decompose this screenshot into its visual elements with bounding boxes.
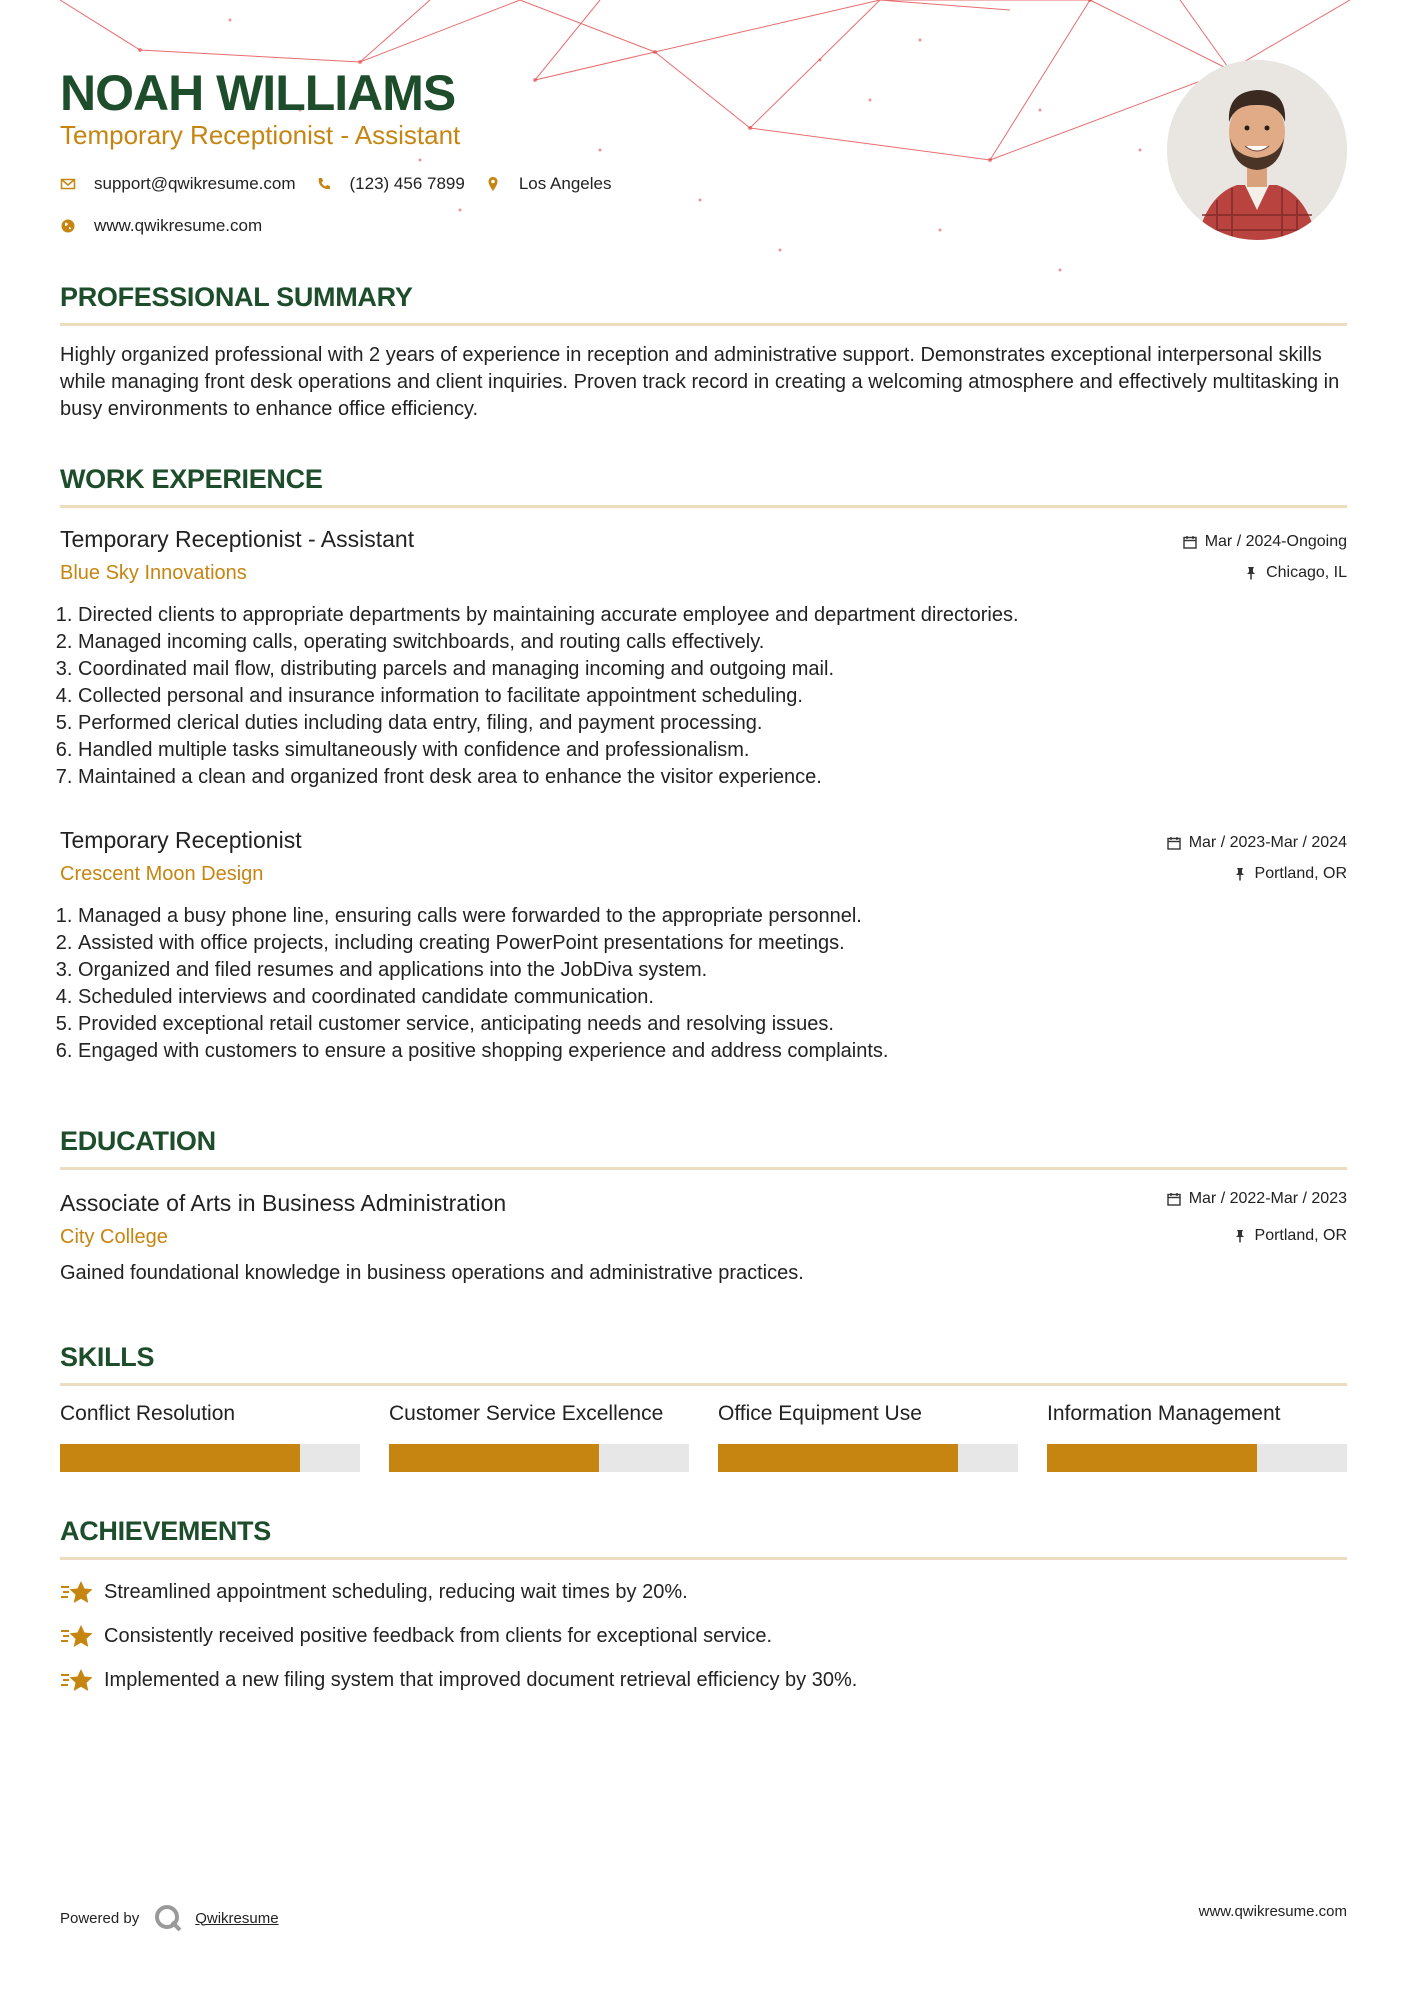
calendar-icon bbox=[1167, 1192, 1181, 1206]
contact-phone[interactable]: (123) 456 7899 bbox=[316, 174, 465, 194]
education-section bbox=[60, 1126, 1347, 1170]
education-description: Gained foundational knowledge in business operations and administrative practices. bbox=[60, 1262, 804, 1284]
list-item: 6. Engaged with customers to ensure a positive shopping experience and address complaints. bbox=[78, 1038, 888, 1065]
email-icon bbox=[60, 176, 76, 192]
education-heading: EDUCATION bbox=[60, 1126, 216, 1156]
contact-email[interactable]: support@qwikresume.com bbox=[60, 174, 296, 194]
phone-icon bbox=[316, 176, 332, 192]
list-item: 6. Handled multiple tasks simultaneously with confidence and professionalism. bbox=[78, 737, 1019, 764]
powered-by: Powered by Qwikresume bbox=[60, 1903, 279, 1933]
experience-heading: WORK EXPERIENCE bbox=[60, 464, 323, 494]
achievement-item: Consistently received positive feedback from clients for exceptional service. bbox=[60, 1622, 772, 1650]
school-name: City College bbox=[60, 1226, 168, 1248]
skill-bar bbox=[1047, 1444, 1347, 1472]
skill-name: Office Equipment Use bbox=[718, 1402, 922, 1425]
skill-name: Conflict Resolution bbox=[60, 1402, 236, 1425]
section-divider bbox=[60, 323, 1347, 326]
education-dates: Mar / 2022-Mar / 2023 bbox=[1167, 1190, 1347, 1208]
list-item: 2. Managed incoming calls, operating switchboards, and routing calls effectively. bbox=[78, 629, 1019, 656]
job-dates: Mar / 2023-Mar / 2024 bbox=[1167, 834, 1347, 852]
company-name: Blue Sky Innovations bbox=[60, 562, 247, 584]
summary-section bbox=[60, 282, 1347, 423]
achievements-heading: ACHIEVEMENTS bbox=[60, 1516, 271, 1546]
list-item: 4. Collected personal and insurance information to facilitate appointment scheduling. bbox=[78, 683, 1019, 710]
map-pin-icon bbox=[485, 176, 501, 192]
list-item: 3. Organized and filed resumes and applications into the JobDiva system. bbox=[78, 957, 888, 984]
pushpin-icon bbox=[1233, 867, 1247, 881]
section-divider bbox=[60, 505, 1347, 508]
globe-icon bbox=[60, 218, 76, 234]
skill-name: Customer Service Excellence bbox=[389, 1402, 664, 1425]
list-item: 7. Maintained a clean and organized front desk area to enhance the visitor experience. bbox=[78, 764, 1019, 791]
website-row bbox=[60, 216, 282, 236]
achievements-section bbox=[60, 1516, 1347, 1560]
list-item: 5. Provided exceptional retail customer service, anticipating needs and resolving issues. bbox=[78, 1011, 888, 1038]
skill-bar-fill bbox=[718, 1444, 958, 1472]
skill-bar-fill bbox=[60, 1444, 300, 1472]
qwikresume-logo-icon bbox=[153, 1903, 183, 1933]
candidate-title: Temporary Receptionist - Assistant bbox=[60, 120, 461, 150]
achievement-item: Implemented a new filing system that improved document retrieval efficiency by 30%. bbox=[60, 1666, 857, 1694]
list-item: 2. Assisted with office projects, including creating PowerPoint presentations for meetings. bbox=[78, 930, 888, 957]
avatar-illustration bbox=[1167, 60, 1347, 240]
section-divider bbox=[60, 1383, 1347, 1386]
star-achievement-icon bbox=[60, 1622, 94, 1650]
skill-bar bbox=[718, 1444, 1018, 1472]
skill-item bbox=[718, 1402, 1018, 1472]
contact-location: Los Angeles bbox=[485, 174, 612, 194]
skills-grid bbox=[60, 1402, 1347, 1472]
skills-section bbox=[60, 1342, 1347, 1386]
star-achievement-icon bbox=[60, 1666, 94, 1694]
section-divider bbox=[60, 1167, 1347, 1170]
pushpin-icon bbox=[1233, 1229, 1247, 1243]
skill-bar bbox=[389, 1444, 689, 1472]
calendar-icon bbox=[1167, 836, 1181, 850]
calendar-icon bbox=[1183, 535, 1197, 549]
duty-list bbox=[60, 602, 1019, 791]
star-achievement-icon bbox=[60, 1578, 94, 1606]
list-item: 1. Managed a busy phone line, ensuring calls were forwarded to the appropriate personnel. bbox=[78, 903, 888, 930]
job-dates: Mar / 2024-Ongoing bbox=[1183, 533, 1347, 551]
skill-item bbox=[389, 1402, 689, 1472]
skill-bar-fill bbox=[1047, 1444, 1257, 1472]
qwikresume-link[interactable]: Qwikresume bbox=[195, 1909, 279, 1927]
company-name: Crescent Moon Design bbox=[60, 863, 264, 885]
skills-heading: SKILLS bbox=[60, 1342, 155, 1372]
summary-heading: PROFESSIONAL SUMMARY bbox=[60, 282, 413, 312]
pushpin-icon bbox=[1244, 566, 1258, 580]
skill-bar-fill bbox=[389, 1444, 599, 1472]
skill-name: Information Management bbox=[1047, 1402, 1281, 1425]
candidate-name: NOAH WILLIAMS bbox=[60, 65, 456, 121]
footer-url[interactable]: www.qwikresume.com bbox=[1198, 1903, 1347, 1920]
summary-text: Highly organized professional with 2 years of experience in reception and administrative support. Demonstrates exceptional interpersonal skills while managing front desk operations and client inquiries. Proven track record in creating a welcoming atmosphere and effectively multitasking in busy environments to enhance office efficiency. bbox=[60, 344, 1340, 420]
degree-title: Associate of Arts in Business Administration bbox=[60, 1190, 507, 1216]
job-location: Portland, OR bbox=[1233, 865, 1347, 883]
education-location: Portland, OR bbox=[1233, 1227, 1347, 1245]
achievement-item: Streamlined appointment scheduling, reducing wait times by 20%. bbox=[60, 1578, 688, 1606]
job-title: Temporary Receptionist bbox=[60, 827, 302, 853]
experience-section bbox=[60, 464, 1347, 508]
job-title: Temporary Receptionist - Assistant bbox=[60, 526, 415, 552]
list-item: 1. Directed clients to appropriate departments by maintaining accurate employee and department directories. bbox=[78, 602, 1019, 629]
contact-row bbox=[60, 174, 631, 194]
list-item: 5. Performed clerical duties including data entry, filing, and payment processing. bbox=[78, 710, 1019, 737]
profile-photo bbox=[1167, 60, 1347, 240]
skill-item bbox=[1047, 1402, 1347, 1472]
section-divider bbox=[60, 1557, 1347, 1560]
list-item: 3. Coordinated mail flow, distributing parcels and managing incoming and outgoing mail. bbox=[78, 656, 1019, 683]
list-item: 4. Scheduled interviews and coordinated candidate communication. bbox=[78, 984, 888, 1011]
duty-list bbox=[60, 903, 888, 1065]
job-location: Chicago, IL bbox=[1244, 564, 1347, 582]
contact-website[interactable]: www.qwikresume.com bbox=[60, 216, 262, 236]
skill-bar bbox=[60, 1444, 360, 1472]
skill-item bbox=[60, 1402, 360, 1472]
